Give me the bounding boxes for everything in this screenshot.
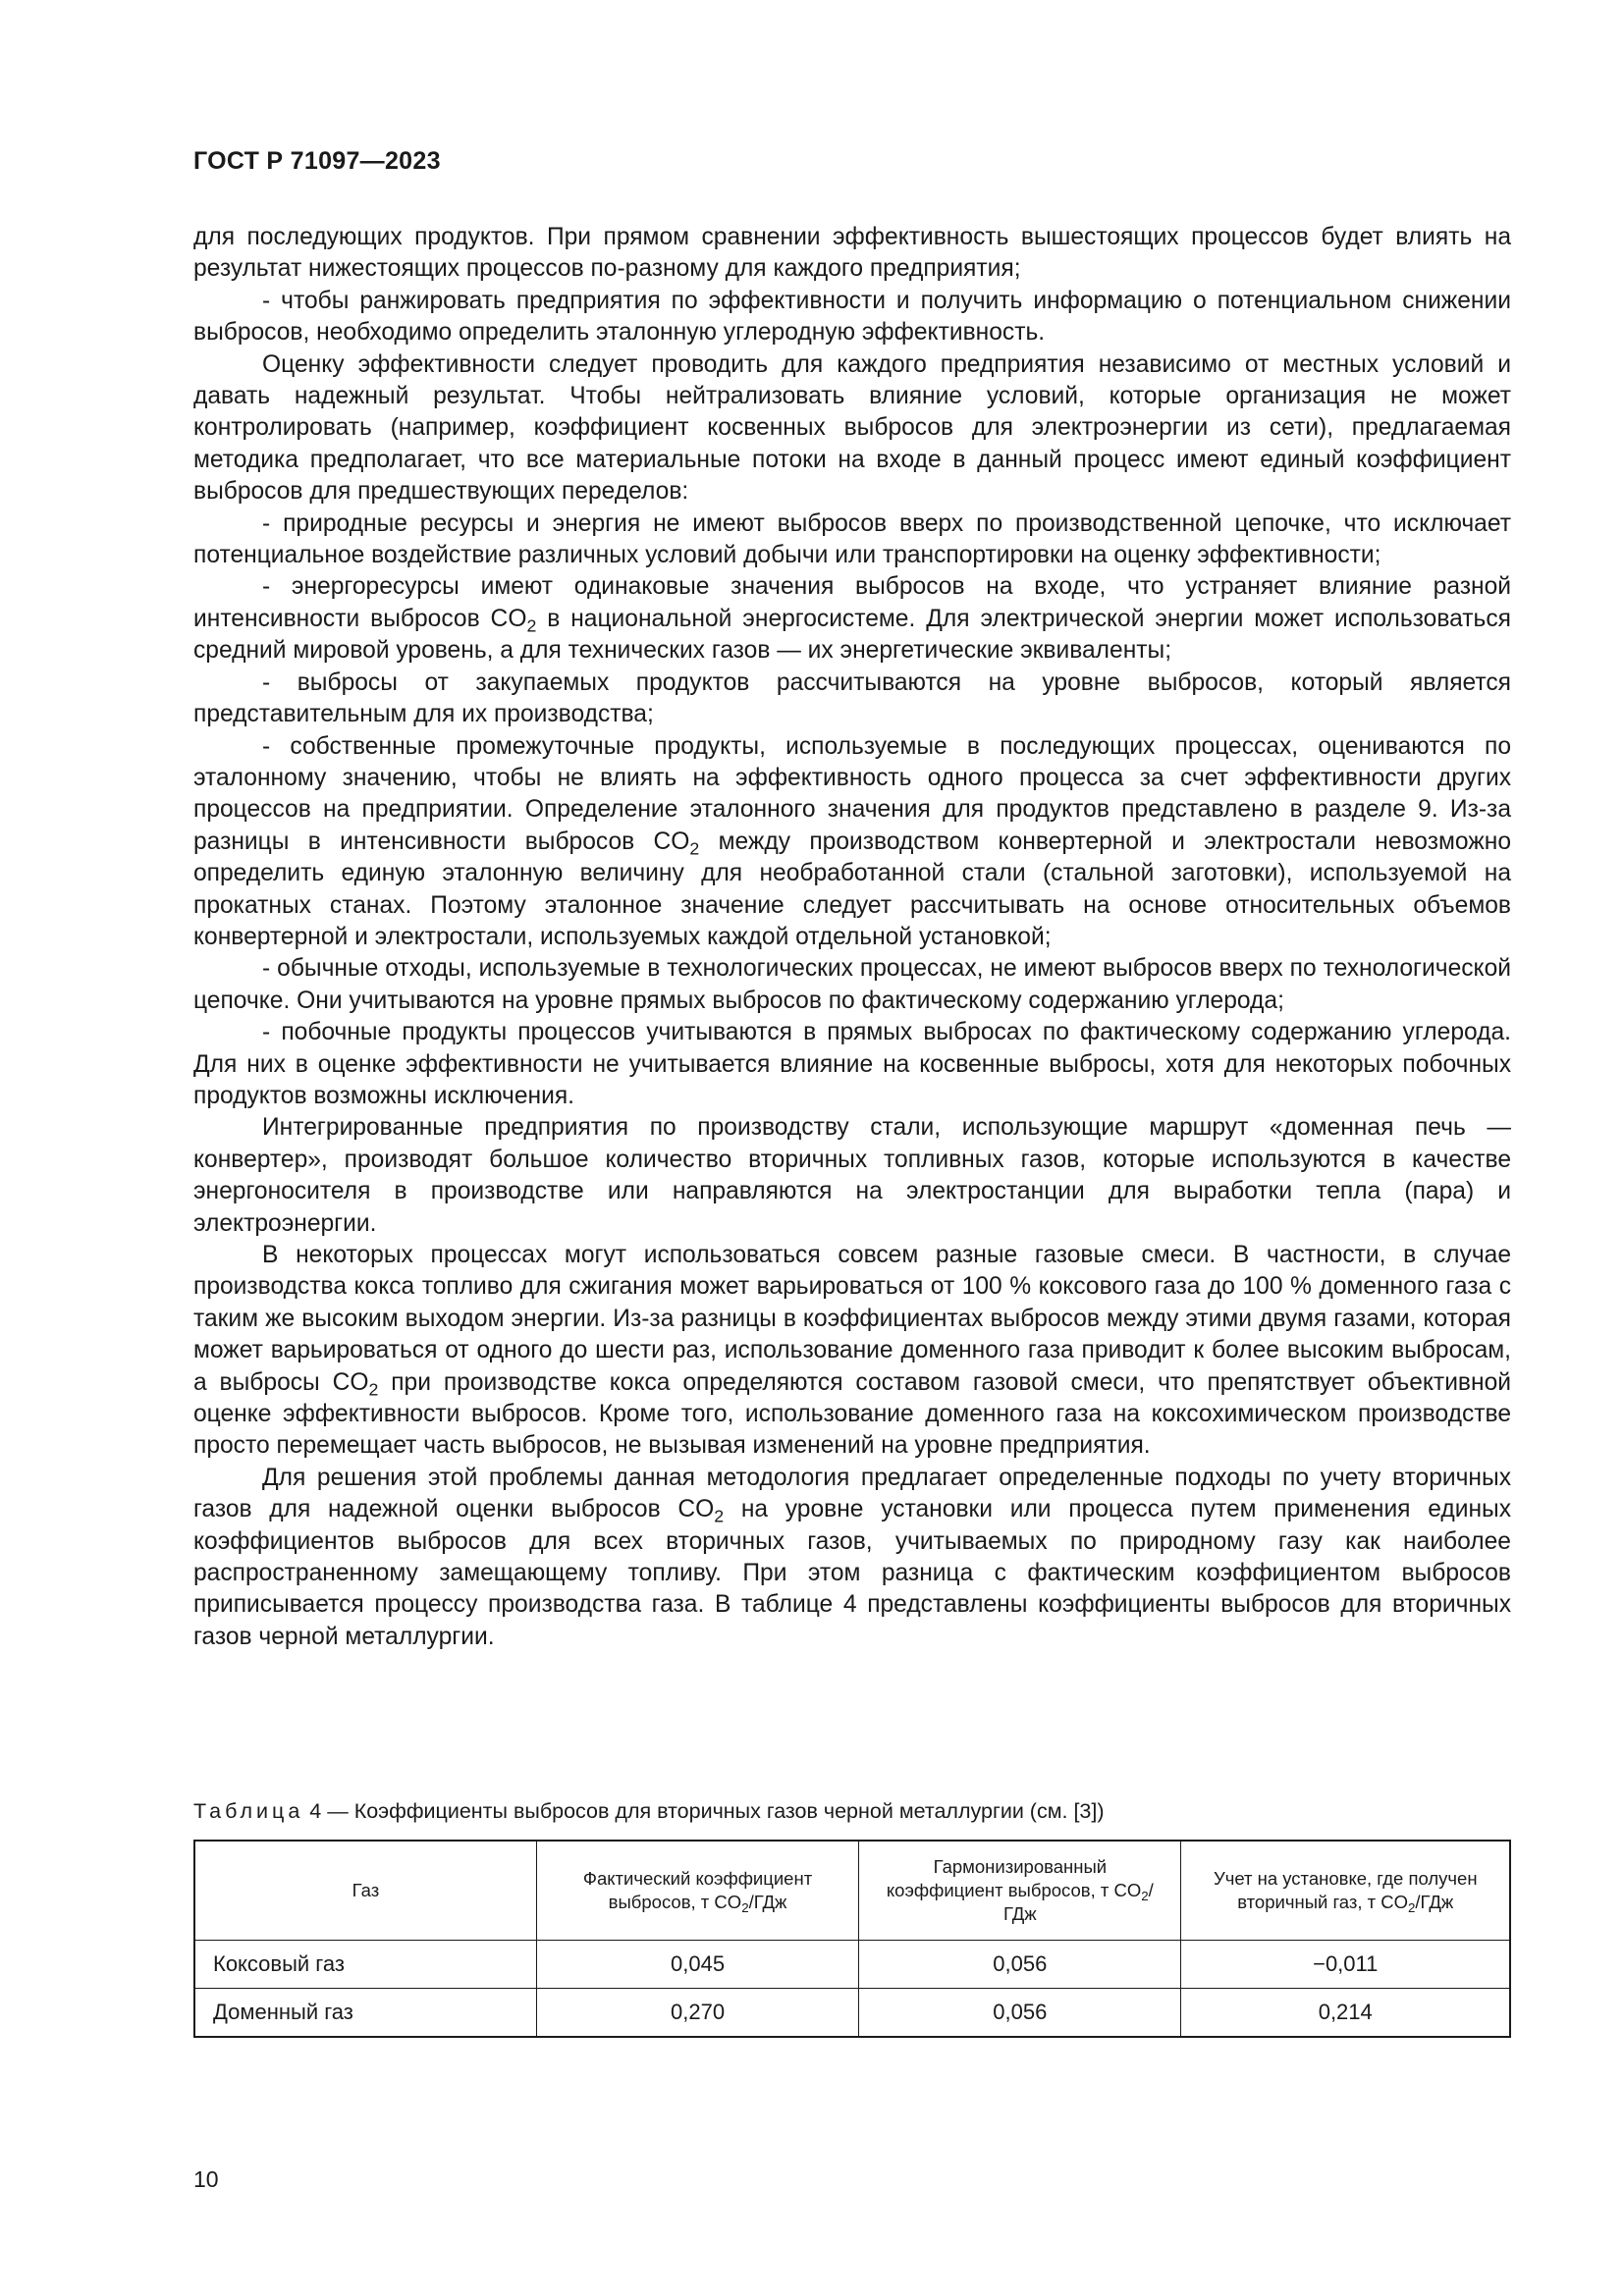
table-caption-label: Таблица [193, 1799, 304, 1823]
table-cell: 0,214 [1181, 1989, 1510, 2038]
paragraph: - чтобы ранжировать предприятия по эффективности и получить информацию о потенциальном снижении выбросов, необходимо определить эталонную углеродную эффективность. [193, 287, 1511, 347]
table-cell: 0,270 [536, 1989, 858, 2038]
table-caption [193, 1799, 1105, 1824]
page-number: 10 [193, 2166, 219, 2192]
paragraph: - выбросы от закупаемых продуктов рассчитываются на уровне выбросов, который является представительным для их производства; [193, 668, 1511, 728]
paragraph: Интегрированные предприятия по производству стали, использующие маршрут «доменная печь — конвертер», производят большое количество вторичных топливных газов, которые используются в качестве энергоносителя в производстве или направляются на электростанции для выработки тепла (пара) и электроэнергии. [193, 1114, 1511, 1237]
column-header-installation-accounting: Учет на установке, где получен вторичный газ, т $CO_2$/ГДж [1181, 1841, 1510, 1941]
table-header-row [194, 1841, 1510, 1941]
table-caption-text: 4 — Коэффициенты выбросов для вторичных газов черной металлургии (см. [3]) [303, 1799, 1105, 1823]
paragraph: В некоторых процессах могут использоваться совсем разные газовые смеси. В частности, в случае производства кокса топливо для сжигания может варьироваться от 100 % коксового газа до 100 % доменного газа с таким же высоким выходом энергии. Из-за разницы в коэффициентах выбросов между этими двумя газами, которая может варьироваться от одного до шести раз, использование доменного газа приводит к более высоким выбросам, а выбросы $CO_2$ при производстве кокса определяются составом газовой смеси, что препятствует объективной оценке эффективности выбросов. Кроме того, использование доменного газа на коксохимическом производстве просто перемещает часть выбросов, не вызывая изменений на уровне предприятия. [193, 1242, 1511, 1460]
body-text [193, 222, 1511, 1653]
paragraph: - энергоресурсы имеют одинаковые значения выбросов на входе, что устраняет влияние разной интенсивности выбросов $CO_2$ в национальной энергосистеме. Для электрической энергии может использоваться средний мировой уровень, а для технических газов — их энергетические эквиваленты; [193, 573, 1511, 665]
table-cell: 0,056 [859, 1941, 1181, 1989]
column-header-actual-factor: Фактический коэффициент выбросов, т $CO_2$/ГДж [536, 1841, 858, 1941]
paragraph: для последующих продуктов. При прямом сравнении эффективность вышестоящих процессов будет влиять на результат нижестоящих процессов по-разному для каждого предприятия; [193, 224, 1511, 283]
paragraph: - обычные отходы, используемые в технологических процессах, не имеют выбросов вверх по технологической цепочке. Они учитываются на уровне прямых выбросов по фактическому содержанию углерода; [193, 955, 1511, 1014]
document-code: ГОСТ Р 71097—2023 [193, 147, 441, 175]
paragraph: - побочные продукты процессов учитываются в прямых выбросах по фактическому содержанию углерода. Для них в оценке эффективности не учитывается влияние на косвенные выбросы, хотя для некоторых побочных продуктов возможны исключения. [193, 1019, 1511, 1109]
paragraph: Для решения этой проблемы данная методология предлагает определенные подходы по учету вторичных газов для надежной оценки выбросов $CO_2$ на уровне установки или процесса путем применения единых коэффициентов выбросов для всех вторичных газов, учитываемых по природному газу как наиболее распространенному замещающему топливу. При этом разница с фактическим коэффициентом выбросов приписывается процессу производства газа. В таблице 4 представлены коэффициенты выбросов для вторичных газов черной металлургии. [193, 1464, 1511, 1650]
table-cell: 0,045 [536, 1941, 858, 1989]
paragraph: - собственные промежуточные продукты, используемые в последующих процессах, оцениваются по эталонному значению, чтобы не влиять на эффективность одного процесса за счет эффективности других процессов на предприятии. Определение эталонного значения для продуктов представлено в разделе 9. Из-за разницы в интенсивности выбросов $CO_2$ между производством конвертерной и электростали невозможно определить единую эталонную величину для необработанной стали (стальной заготовки), используемой на прокатных станах. Поэтому эталонное значение следует рассчитывать на основе относительных объемов конвертерной и электростали, используемых каждой отдельной установкой; [193, 732, 1512, 950]
table-row [194, 1989, 1510, 2038]
table-cell: 0,056 [859, 1989, 1181, 2038]
table-row [194, 1941, 1510, 1989]
column-header-harmonized-factor: Гармонизированный коэффициент выбросов, т $CO_2$/ГДж [859, 1841, 1181, 1941]
table-cell: −0,011 [1181, 1941, 1510, 1989]
emission-factors-table [193, 1840, 1511, 2038]
table-cell-gas: Коксовый газ [194, 1941, 536, 1989]
table-cell-gas: Доменный газ [194, 1989, 536, 2038]
paragraph: - природные ресурсы и энергия не имеют выбросов вверх по производственной цепочке, что исключает потенциальное воздействие различных условий добычи или транспортировки на оценку эффективности; [193, 509, 1511, 569]
paragraph: Оценку эффективности следует проводить для каждого предприятия независимо от местных условий и давать надежный результат. Чтобы нейтрализовать влияние условий, которые организация не может контролировать (например, коэффициент косвенных выбросов для электроэнергии из сети), предлагаемая методика предполагает, что все материальные потоки на входе в данный процесс имеют единый коэффициент выбросов для предшествующих переделов: [193, 350, 1511, 506]
column-header-gas: Газ [194, 1841, 536, 1941]
